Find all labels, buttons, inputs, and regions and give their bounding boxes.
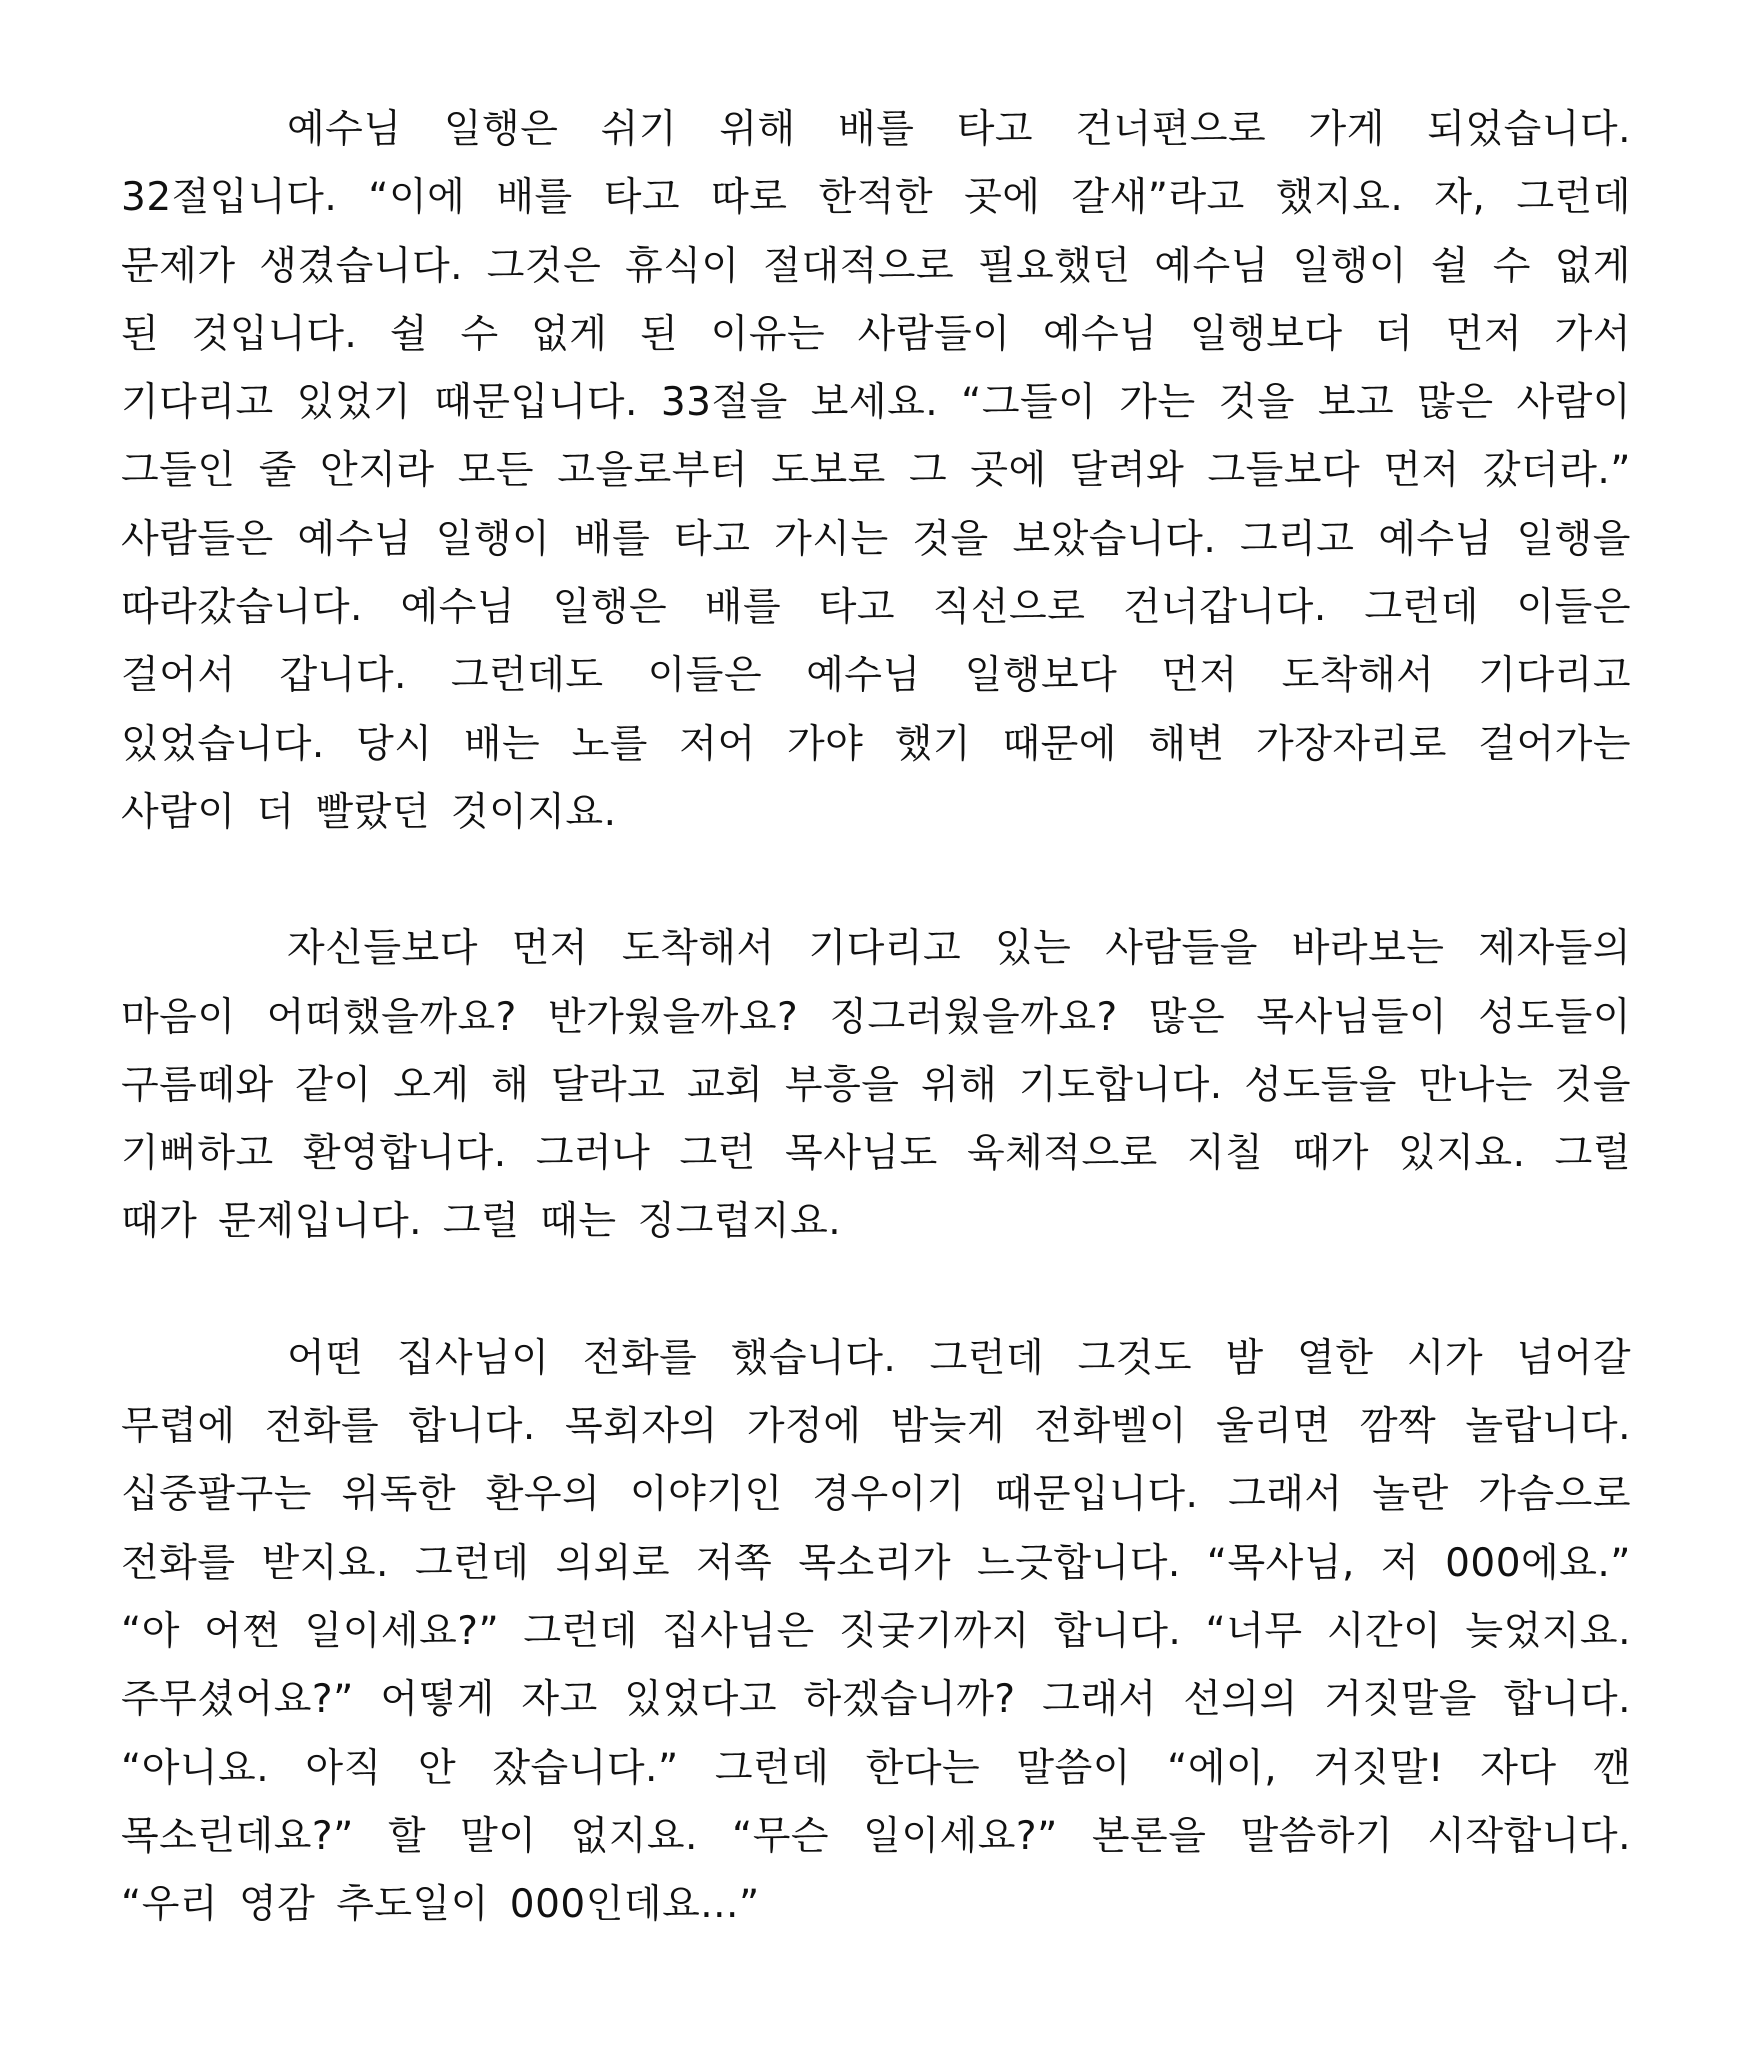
document-page xyxy=(121,96,1631,1939)
paragraph: 예수님 일행은 쉬기 위해 배를 타고 건너편으로 가게 되었습니다. 32절입니다. “이에 배를 타고 따로 한적한 곳에 갈새”라고 했지요. 자, 그런데 문제가 생겼습니다. 그것은 휴식이 절대적으로 필요했던 예수님 일행이 쉴 수 없게 된 것입니다. 쉴 수 없게 된 이유는 사람들이 예수님 일행보다 더 먼저 가서 기다리고 있었기 때문입니다. 33절을 보세요. “그들이 가는 것을 보고 많은 사람이 그들인 줄 안지라 모든 고을로부터 도보로 그 곳에 달려와 그들보다 먼저 갔더라.” 사람들은 예수님 일행이 배를 타고 가시는 것을 보았습니다. 그리고 예수님 일행을 따라갔습니다. 예수님 일행은 배를 타고 직선으로 건너갑니다. 그런데 이들은 걸어서 갑니다. 그런데도 이들은 예수님 일행보다 먼저 도착해서 기다리고 있었습니다. 당시 배는 노를 저어 가야 했기 때문에 해변 가장자리로 걸어가는 사람이 더 빨랐던 것이지요. xyxy=(121,107,1631,835)
paragraph: 자신들보다 먼저 도착해서 기다리고 있는 사람들을 바라보는 제자들의 마음이 어떠했을까요? 반가웠을까요? 징그러웠을까요? 많은 목사님들이 성도들이 구름떼와 같이 오게 해 달라고 교회 부흥을 위해 기도합니다. 성도들을 만나는 것을 기뻐하고 환영합니다. 그러나 그런 목사님도 육체적으로 지칠 때가 있지요. 그럴 때가 문제입니다. 그럴 때는 징그럽지요. xyxy=(121,926,1631,1245)
paragraph: 어떤 집사님이 전화를 했습니다. 그런데 그것도 밤 열한 시가 넘어갈 무렵에 전화를 합니다. 목회자의 가정에 밤늦게 전화벨이 울리면 깜짝 놀랍니다. 십중팔구는 위독한 환우의 이야기인 경우이기 때문입니다. 그래서 놀란 가슴으로 전화를 받지요. 그런데 의외로 저쪽 목소리가 느긋합니다. “목사님, 저 000에요.” “아 어쩐 일이세요?” 그런데 집사님은 짓궂기까지 합니다. “너무 시간이 늦었지요. 주무셨어요?” 어떻게 자고 있었다고 하겠습니까? 그래서 선의의 거짓말을 합니다. “아니요. 아직 안 잤습니다.” 그런데 한다는 말씀이 “에이, 거짓말! 자다 깬 목소린데요?” 할 말이 없지요. “무슨 일이세요?” 본론을 말씀하기 시작합니다. “우리 영감 추도일이 000인데요...” xyxy=(121,1335,1631,1928)
